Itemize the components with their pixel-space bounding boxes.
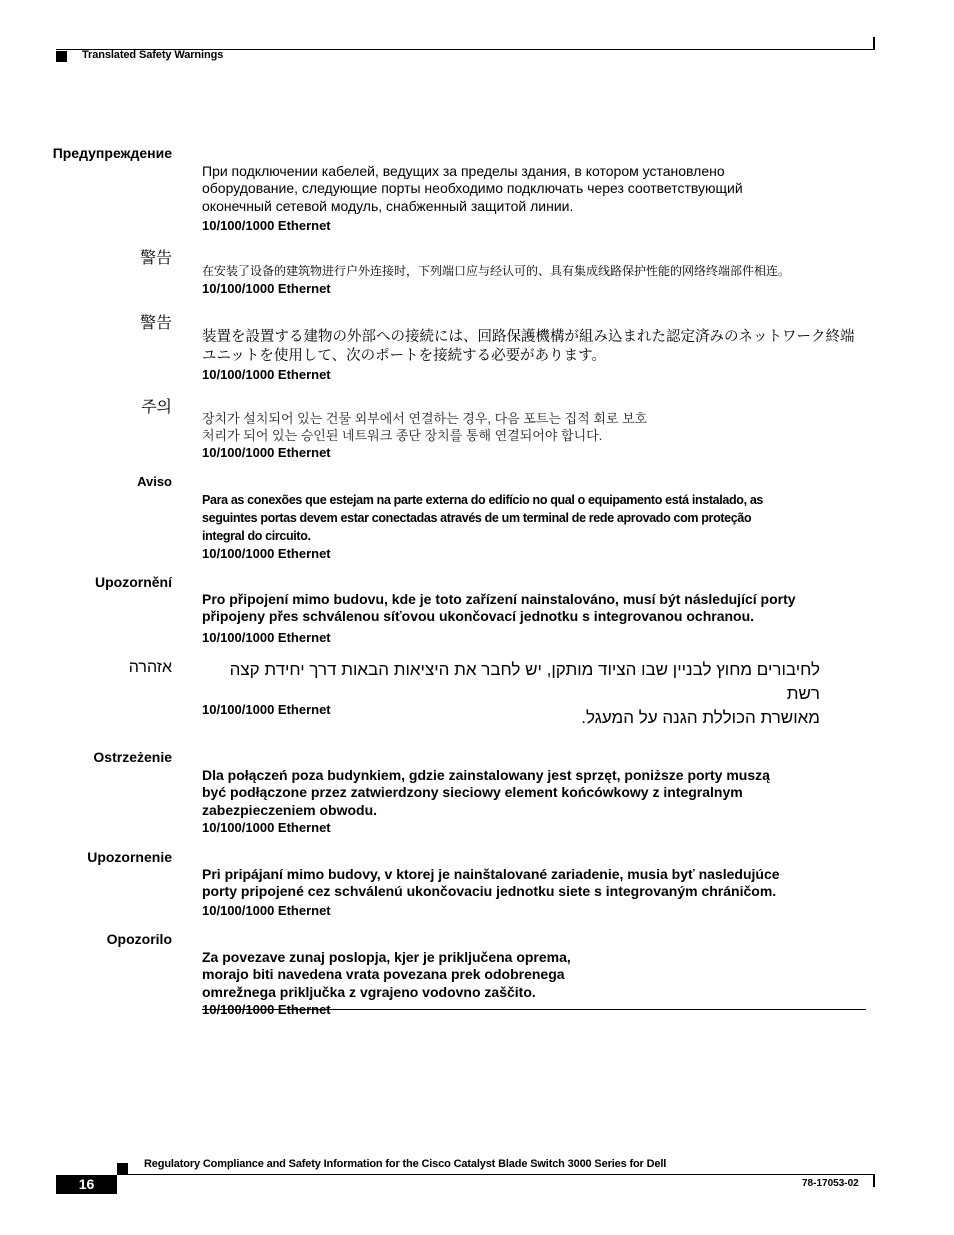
warning-label-polish: Ostrzeżenie [93, 749, 172, 765]
warning-label-korean: 주의 [141, 399, 172, 416]
warning-label-slovenian: Opozorilo [106, 931, 172, 947]
warning-body: 装置を設置する建物の外部への接続には、回路保護機構が組み込まれた認定済みのネットワーク終端 ユニットを使用して、次のポートを接続する必要があります。 [202, 329, 855, 364]
warning-text-slovenian [202, 931, 872, 1037]
warning-ports: 10/100/1000 Ethernet [202, 281, 331, 296]
warning-text-chinese [202, 246, 872, 315]
document-number: 78-17053-02 [802, 1178, 859, 1189]
header-square-marker [56, 51, 67, 62]
warning-body: При подключении кабелей, ведущих за пределы здания, в котором установлено оборудование, следующие порты необходимо подключать через соответствующий оконечный сетевой модуль, снабженный защитой линии. [202, 162, 743, 214]
warning-body: Za povezave zunaj poslopja, kjer je priključena oprema, morajo biti navedena vrata povezana prek odobrenega omrežnega priključka z vgrajeno vodovno zaščito. [202, 948, 571, 1000]
running-header-title: Translated Safety Warnings [82, 49, 224, 61]
footer-document-title: Regulatory Compliance and Safety Information for the Cisco Catalyst Blade Switch 3000 Series for Dell [144, 1158, 667, 1170]
warning-body: Dla połączeń poza budynkiem, gdzie zainstalowany jest sprzęt, poniższe porty muszą być podłączone przez zatwierdzony sieciowy element końcówkowy z integralnym zabezpieczeniem obwodu. [202, 766, 770, 818]
header-tick-mark [873, 37, 875, 50]
warning-text-czech [202, 573, 872, 664]
page-number: 16 [56, 1175, 117, 1194]
warning-ports: 10/100/1000 Ethernet [202, 820, 331, 835]
warning-text-korean [202, 393, 872, 479]
warning-ports: 10/100/1000 Ethernet [202, 445, 331, 460]
warning-text-portuguese [202, 473, 872, 581]
warning-label-russian: Предупреждение [52, 145, 172, 161]
warning-body: Pro připojení mimo budovu, kde je toto zařízení nainstalováno, musí být následující porty připojeny přes schválenou síťovou ukončovací jednotku s integrovanou ochranou. [202, 590, 796, 624]
warning-label-hebrew: אזהרה [128, 659, 172, 676]
warning-ports: 10/100/1000 Ethernet [202, 546, 331, 561]
footer-square-marker [117, 1163, 128, 1174]
warning-body: Pri pripájaní mimo budovy, v ktorej je nainštalované zariadenie, musia byť nasledujúce porty pripojené cez schválenú ukončovaciu jednotku siete s integrovaným chráničom. [202, 865, 780, 899]
warning-ports: 10/100/1000 Ethernet [202, 218, 331, 233]
warning-text-hebrew: לחיבורים מחוץ לבניין שבו הציוד מותקן, יש לחבר את היציאות הבאות דרך יחידת קצה רשת מאושרת הכוללת הגנה על המעגל. [229, 660, 820, 727]
warning-ports: 10/100/1000 Ethernet [202, 367, 331, 382]
warning-label-japanese: 警告 [139, 315, 172, 332]
warning-label-chinese: 警告 [139, 250, 172, 267]
warning-text-polish [202, 749, 872, 855]
warning-body: 在安装了设备的建筑物进行户外连接时，下列端口应与经认可的、具有集成线路保护性能的网络终端部件相连。 [202, 264, 791, 278]
section-end-rule [202, 1009, 866, 1010]
warning-body: 장치가 설치되어 있는 건물 외부에서 연결하는 경우, 다음 포트는 집적 회로 보호 처리가 되어 있는 승인된 네트워크 종단 장치를 통해 연결되어야 합니다. [202, 411, 648, 443]
footer-rule [117, 1174, 874, 1175]
warning-body: Para as conexões que estejam na parte externa do edifício no qual o equipamento está instalado, as seguintes portas devem estar conectadas através de um terminal de rede aprovado com proteção integral do circuito. [202, 493, 764, 543]
warning-ports-hebrew: 10/100/1000 Ethernet [202, 702, 331, 717]
warning-ports: 10/100/1000 Ethernet [202, 629, 331, 645]
warning-text-russian [202, 145, 872, 253]
warning-ports: 10/100/1000 Ethernet [202, 902, 331, 918]
warning-label-portuguese: Aviso [137, 474, 172, 489]
warning-text-slovak [202, 848, 872, 937]
warning-ports: 10/100/1000 Ethernet [202, 1002, 331, 1017]
warning-label-slovak: Upozornenie [87, 849, 172, 865]
warning-text-japanese [202, 309, 872, 403]
warning-label-czech: Upozornění [95, 574, 172, 590]
footer-tick-mark [873, 1174, 875, 1187]
